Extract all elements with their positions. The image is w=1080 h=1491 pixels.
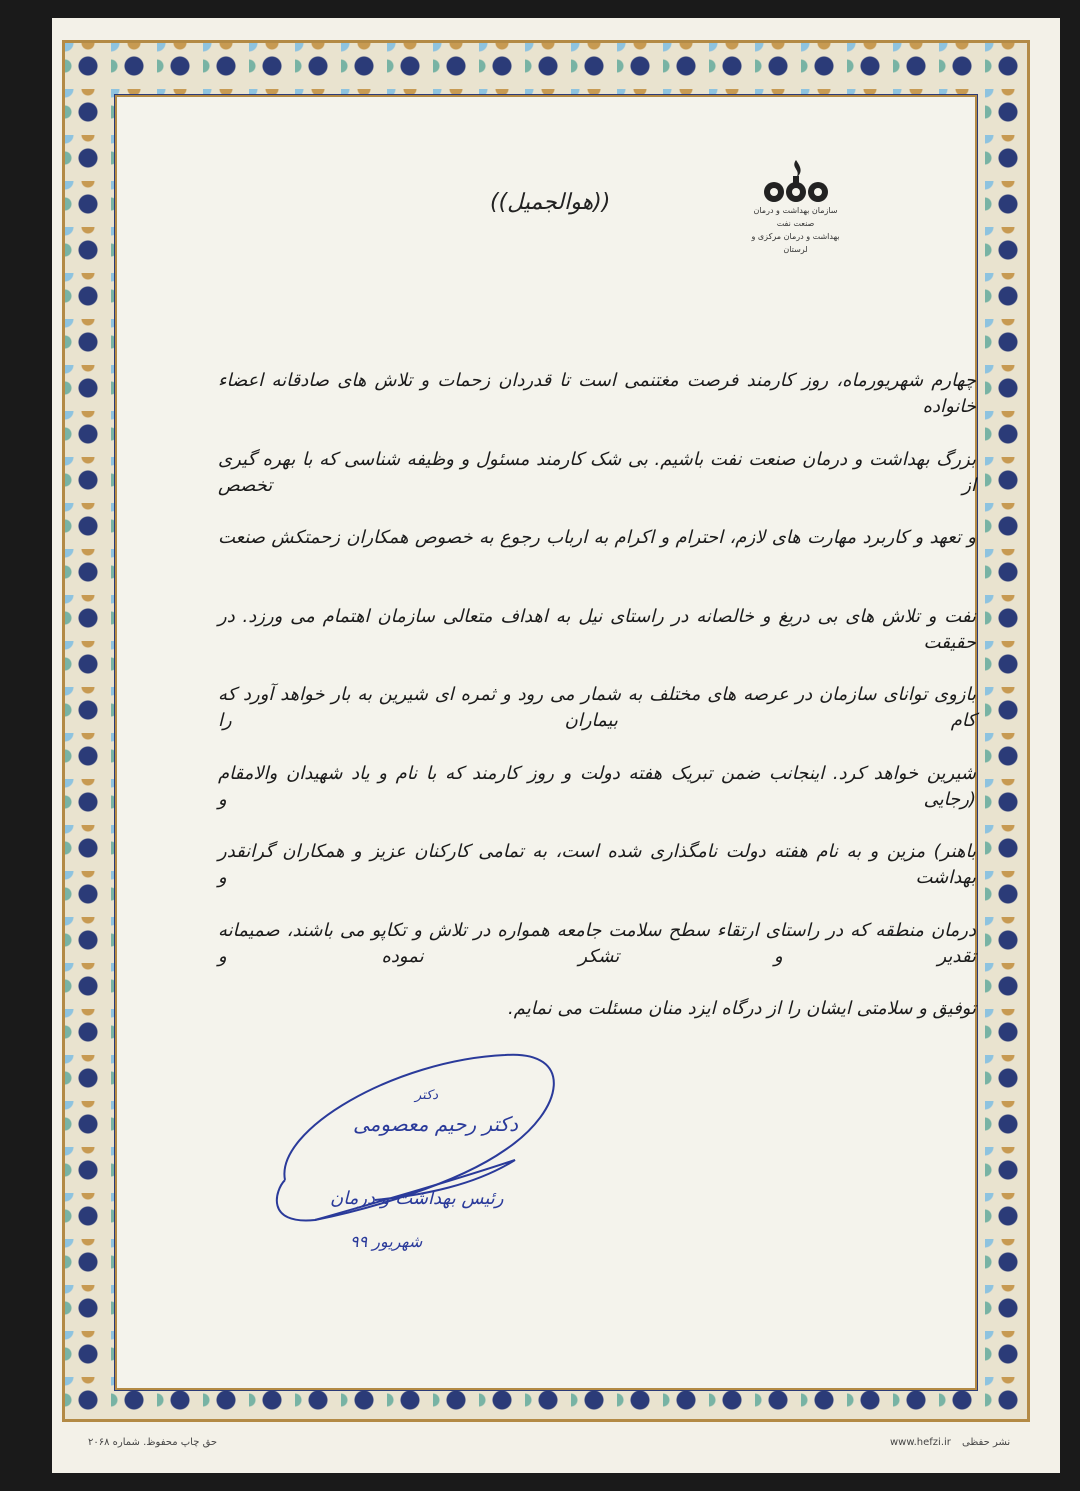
organization-logo — [748, 158, 843, 256]
signature-block — [275, 1050, 575, 1280]
body-line: بازوی توانای سازمان در عرصه های مختلف به شمار می رود و ثمره ای شیرین به بار خواهد آورد که کام بیماران را — [218, 684, 976, 731]
footer-publisher: نشر حفظی — [962, 1437, 1011, 1448]
body-line: چهارم شهریورماه، روز کارمند فرصت مغتنمی است تا قدردان زحمات و تلاش های صادقانه اعضاء خانواده — [218, 370, 976, 417]
footer-url: www.hefzi.ir — [890, 1437, 951, 1448]
letter-body — [218, 368, 976, 1075]
letter-motto: ((هوالجمیل)) — [490, 190, 611, 215]
signatory-name: دکتر رحیم معصومی — [353, 1112, 518, 1136]
signature-date: شهریور ۹۹ — [350, 1232, 423, 1251]
body-line: نفت و تلاش های بی دریغ و خالصانه در راستای نیل به اهداف متعالی سازمان اهتمام می ورزد. در حقیقت — [218, 605, 976, 653]
body-line: شیرین خواهد کرد. اینجانب ضمن تبریک هفته دولت و روز کارمند که با نام و یاد شهیدان والامقام (رجایی و — [218, 762, 976, 810]
body-line: درمان منطقه که در راستای ارتقاء سطح سلامت جامعه همواره در تلاش و تکاپو می باشند، صمیمانه تقدیر و تشکر نموده و — [218, 919, 976, 967]
footer-copyright: حق چاپ محفوظ. شماره ۲۰۶۸ — [88, 1437, 218, 1448]
body-line: و تعهد و کاربرد مهارت های لازم، احترام و اکرام به ارباب رجوع به خصوص همکاران زحمتکش صنعت — [218, 527, 976, 548]
body-line: توفیق و سلامتی ایشان را از درگاه ایزد منان مسئلت می نمایم. — [508, 998, 976, 1019]
signature-honorific: دکتر — [415, 1088, 439, 1103]
logo-org-name: سازمان بهداشت و درمان صنعت نفت — [753, 206, 838, 228]
body-line: بزرگ بهداشت و درمان صنعت نفت باشیم. بی شک کارمند مسئول و وظیفه شناسی که با بهره گیری از تخصص — [218, 448, 976, 496]
body-line: باهنر) مزین و به نام هفته دولت نامگذاری شده است، به تمامی کارکنان عزیز و همکاران گرانقدر بهداشت و — [218, 841, 976, 888]
logo-org-branch: بهداشت و درمان مرکزی و لرستان — [751, 232, 840, 254]
signature-scribble-icon — [275, 1050, 575, 1280]
signatory-title: رئیس بهداشت و درمان — [330, 1188, 504, 1209]
oil-flame-logo-icon — [760, 158, 832, 204]
